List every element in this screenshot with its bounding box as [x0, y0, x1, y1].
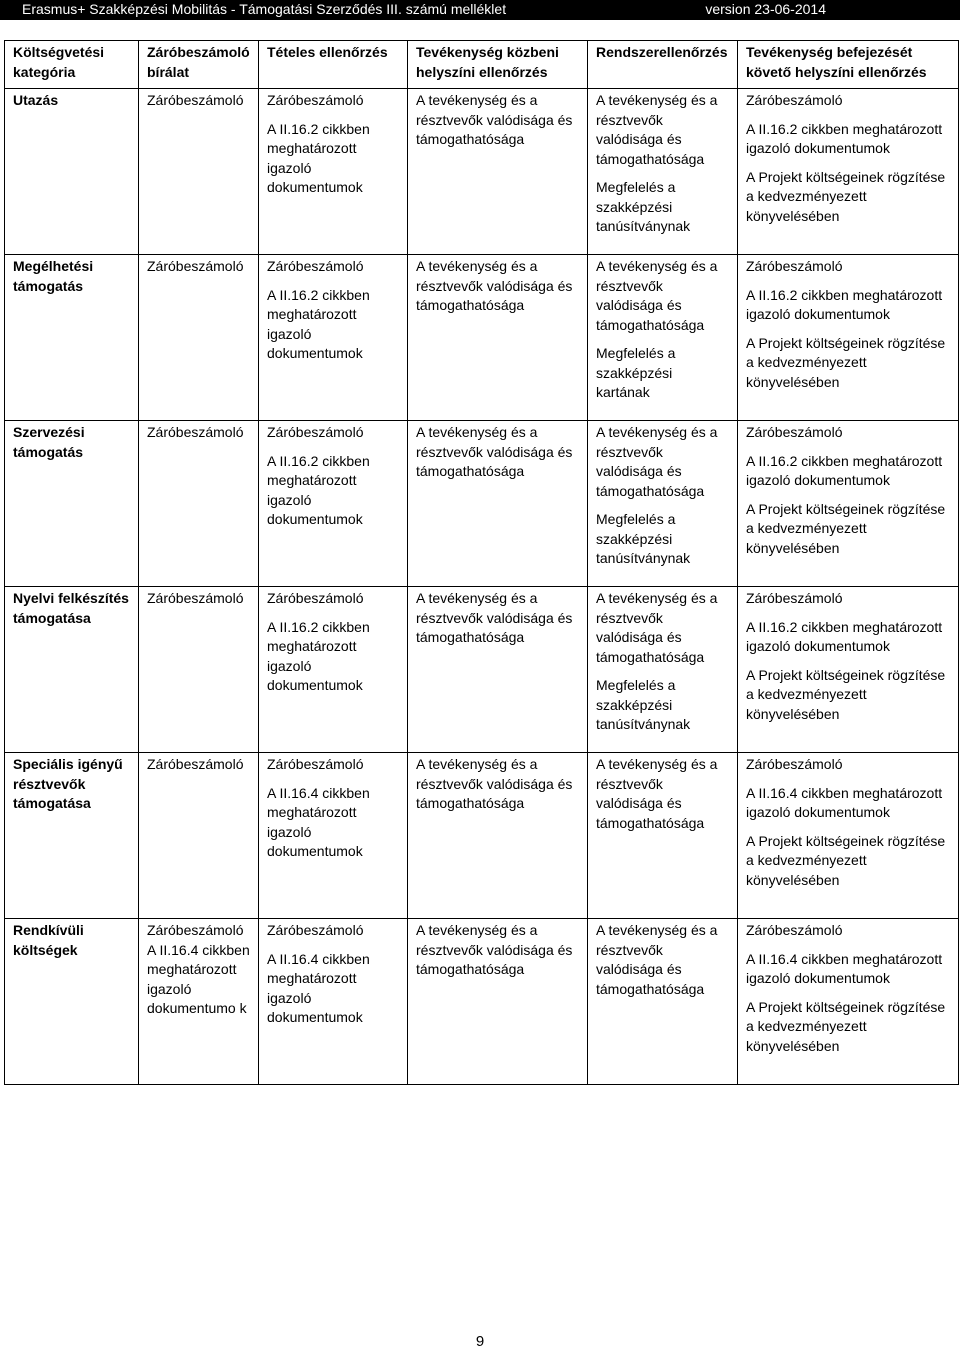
- cell-paragraph: A II.16.2 cikkben meghatározott igazoló dokumentumok: [267, 120, 370, 195]
- cell-paragraph: Záróbeszámoló: [267, 756, 364, 772]
- header-version: version 23-06-2014: [705, 1, 826, 17]
- cell-paragraph: A tevékenység és a résztvevők valódisága és támogathatósága: [416, 590, 573, 645]
- cell-paragraph: Záróbeszámoló: [147, 92, 244, 108]
- cell-paragraph: A II.16.4 cikkben meghatározott igazoló dokumentumok: [746, 784, 943, 820]
- cell-during: [408, 753, 588, 919]
- table-row: [5, 919, 959, 1085]
- cell-during: [408, 919, 588, 1085]
- cell-paragraph: Záróbeszámoló: [147, 424, 244, 440]
- cell-paragraph: A tevékenység és a résztvevők valódisága és támogathatósága: [416, 92, 573, 147]
- cell-paragraph: A II.16.2 cikkben meghatározott igazoló dokumentumok: [267, 452, 370, 527]
- table-header-row: [5, 41, 959, 89]
- cell-itemized: [259, 89, 408, 255]
- cell-review: [139, 587, 259, 753]
- table-row: [5, 587, 959, 753]
- cell-paragraph: Záróbeszámoló: [147, 756, 244, 772]
- cell-review: [139, 919, 259, 1085]
- header-title: Erasmus+ Szakképzési Mobilitás - Támogatási Szerződés III. számú melléklet: [22, 1, 507, 17]
- cell-paragraph: A Projekt költségeinek rögzítése a kedvezményezett könyvelésében: [746, 998, 946, 1054]
- cell-category: Rendkívüli költségek: [5, 919, 139, 1085]
- cell-category: Szervezési támogatás: [5, 421, 139, 587]
- cell-paragraph: Megfelelés a szakképzési kartának: [596, 345, 676, 400]
- table-row: [5, 753, 959, 919]
- cell-itemized: [259, 753, 408, 919]
- cell-paragraph: Záróbeszámoló: [267, 424, 364, 440]
- col-header-review: Záróbeszámoló bírálat: [139, 41, 259, 89]
- cell-paragraph: A Projekt költségeinek rögzítése a kedvezményezett könyvelésében: [746, 168, 946, 224]
- cell-paragraph: A tevékenység és a résztvevők valódisága és támogathatósága: [596, 590, 718, 665]
- cell-category: Nyelvi felkészítés támogatása: [5, 587, 139, 753]
- cell-paragraph: A tevékenység és a résztvevők valódisága és támogathatósága: [596, 922, 718, 997]
- cell-after: [738, 753, 959, 919]
- cell-paragraph: A tevékenység és a résztvevők valódisága és támogathatósága: [416, 258, 573, 313]
- cell-itemized: [259, 255, 408, 421]
- table-row: [5, 89, 959, 255]
- cell-paragraph: A tevékenység és a résztvevők valódisága és támogathatósága: [416, 922, 573, 977]
- cell-during: [408, 421, 588, 587]
- col-header-itemized: Tételes ellenőrzés: [259, 41, 408, 89]
- cell-paragraph: A II.16.4 cikkben meghatározott igazoló dokumentumok: [267, 784, 370, 859]
- cell-paragraph: A Projekt költségeinek rögzítése a kedvezményezett könyvelésében: [746, 666, 946, 722]
- cell-paragraph: A II.16.2 cikkben meghatározott igazoló dokumentumok: [746, 286, 943, 322]
- cell-paragraph: Záróbeszámoló: [746, 590, 843, 606]
- table-row: [5, 421, 959, 587]
- cell-paragraph: A tevékenység és a résztvevők valódisága és támogathatósága: [596, 258, 718, 333]
- cell-paragraph: A tevékenység és a résztvevők valódisága és támogathatósága: [596, 424, 718, 499]
- cell-review: [139, 421, 259, 587]
- page-number: 9: [475, 1333, 485, 1350]
- col-header-category: Költségvetési kategória: [5, 41, 139, 89]
- cell-category: Megélhetési támogatás: [5, 255, 139, 421]
- cell-itemized: [259, 421, 408, 587]
- cell-paragraph: Megfelelés a szakképzési tanúsítványnak: [596, 677, 691, 732]
- cell-paragraph: A II.16.4 cikkben meghatározott igazoló dokumentumok: [267, 950, 370, 1025]
- cell-paragraph: Záróbeszámoló: [746, 922, 843, 938]
- cell-during: [408, 255, 588, 421]
- cell-after: [738, 587, 959, 753]
- cell-paragraph: A II.16.2 cikkben meghatározott igazoló dokumentumok: [267, 618, 370, 693]
- cell-after: [738, 919, 959, 1085]
- cell-review: [139, 255, 259, 421]
- cell-paragraph: A tevékenység és a résztvevők valódisága és támogathatósága: [416, 756, 573, 811]
- cell-during: [408, 587, 588, 753]
- cell-paragraph: A Projekt költségeinek rögzítése a kedvezményezett könyvelésében: [746, 334, 946, 390]
- cell-itemized: [259, 587, 408, 753]
- page-header: [0, 0, 960, 20]
- cell-paragraph: Záróbeszámoló: [746, 424, 843, 440]
- cell-during: [408, 89, 588, 255]
- cell-paragraph: A II.16.4 cikkben meghatározott igazoló dokumentumok: [746, 950, 943, 986]
- cell-system: [588, 255, 738, 421]
- cell-paragraph: Záróbeszámoló: [746, 258, 843, 274]
- cell-paragraph: A II.16.2 cikkben meghatározott igazoló dokumentumok: [267, 286, 370, 361]
- cell-system: [588, 421, 738, 587]
- cell-review: [139, 753, 259, 919]
- verification-table: [4, 40, 959, 1085]
- cell-paragraph: A II.16.2 cikkben meghatározott igazoló dokumentumok: [746, 452, 943, 488]
- cell-system: [588, 587, 738, 753]
- cell-after: [738, 89, 959, 255]
- cell-paragraph: Záróbeszámoló: [267, 258, 364, 274]
- cell-after: [738, 421, 959, 587]
- cell-paragraph: A II.16.2 cikkben meghatározott igazoló dokumentumok: [746, 120, 943, 156]
- cell-paragraph: A tevékenység és a résztvevők valódisága és támogathatósága: [416, 424, 573, 479]
- cell-after: [738, 255, 959, 421]
- cell-system: [588, 919, 738, 1085]
- cell-category: Speciális igényű résztvevők támogatása: [5, 753, 139, 919]
- cell-paragraph: A tevékenység és a résztvevők valódisága és támogathatósága: [596, 756, 718, 831]
- cell-paragraph: Záróbeszámoló: [746, 92, 843, 108]
- cell-paragraph: Záróbeszámoló: [147, 258, 244, 274]
- cell-system: [588, 89, 738, 255]
- cell-paragraph: A II.16.2 cikkben meghatározott igazoló dokumentumok: [746, 618, 943, 654]
- table-row: [5, 255, 959, 421]
- cell-paragraph: Záróbeszámoló: [267, 922, 364, 938]
- cell-paragraph: A tevékenység és a résztvevők valódisága és támogathatósága: [596, 92, 718, 167]
- cell-itemized: [259, 919, 408, 1085]
- cell-paragraph: A Projekt költségeinek rögzítése a kedvezményezett könyvelésében: [746, 500, 946, 556]
- cell-paragraph: Záróbeszámoló: [746, 756, 843, 772]
- cell-paragraph: A Projekt költségeinek rögzítése a kedvezményezett könyvelésében: [746, 832, 946, 888]
- col-header-system: Rendszerellenőrzés: [588, 41, 738, 89]
- cell-category: Utazás: [5, 89, 139, 255]
- col-header-during: Tevékenység közbeni helyszíni ellenőrzés: [408, 41, 588, 89]
- col-header-after: Tevékenység befejezését követő helyszíni ellenőrzés: [738, 41, 959, 89]
- cell-paragraph: Megfelelés a szakképzési tanúsítványnak: [596, 511, 691, 566]
- cell-review: [139, 89, 259, 255]
- cell-paragraph: Megfelelés a szakképzési tanúsítványnak: [596, 179, 691, 234]
- cell-paragraph: Záróbeszámoló: [267, 92, 364, 108]
- cell-system: [588, 753, 738, 919]
- cell-paragraph: Záróbeszámoló A II.16.4 cikkben meghatározott igazoló dokumentumo k: [147, 922, 250, 1016]
- cell-paragraph: Záróbeszámoló: [267, 590, 364, 606]
- cell-paragraph: Záróbeszámoló: [147, 590, 244, 606]
